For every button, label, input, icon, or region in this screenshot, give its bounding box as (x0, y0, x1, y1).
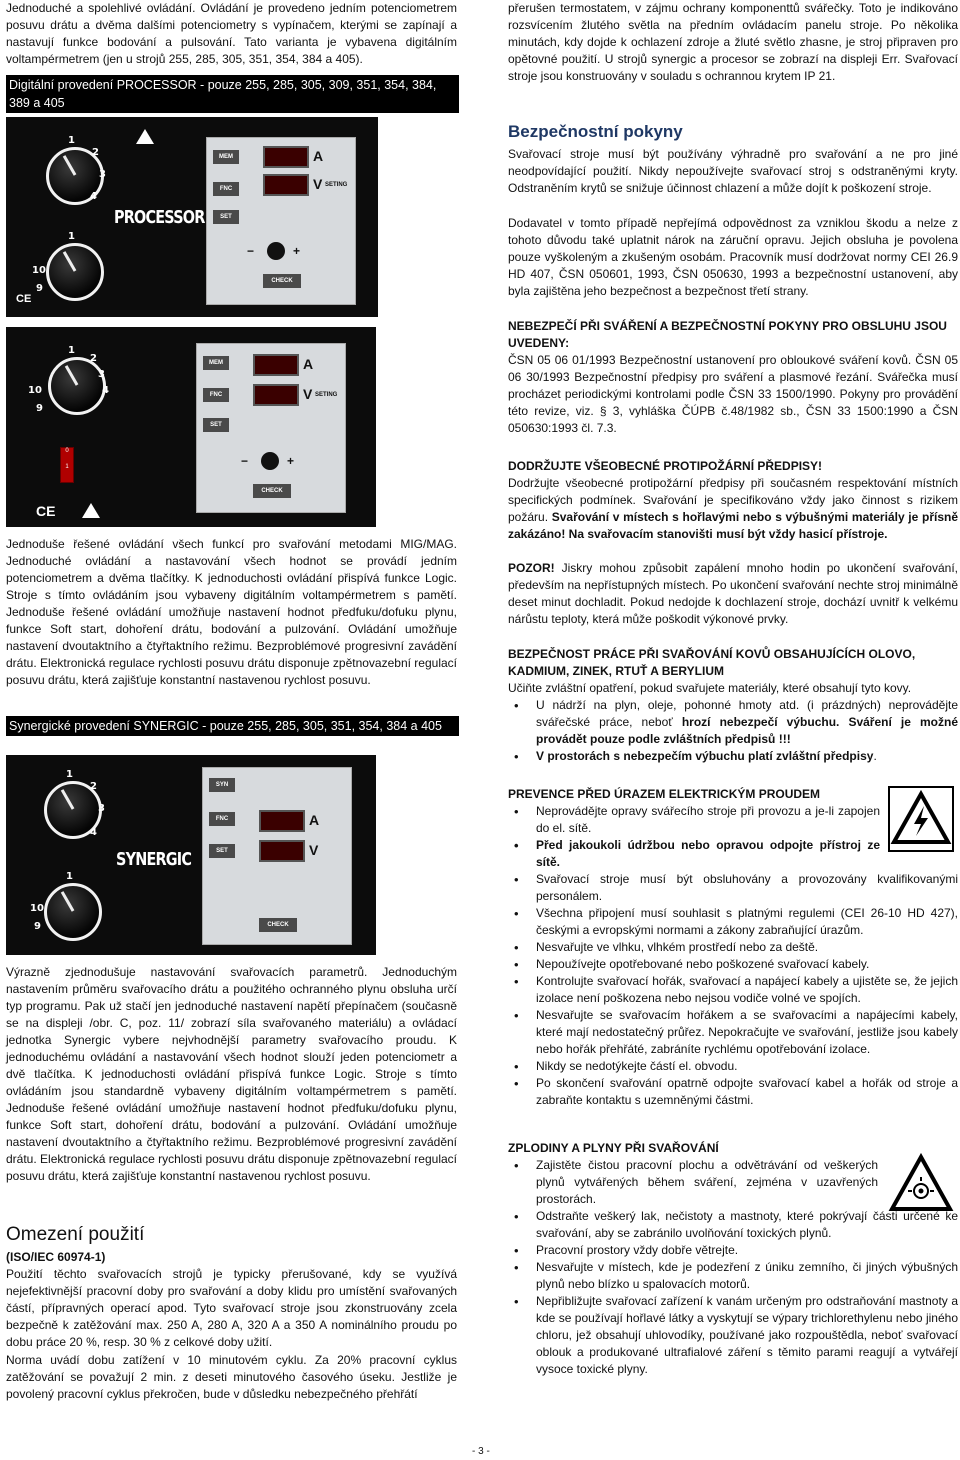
volt-display (259, 840, 305, 862)
volt-display (253, 384, 299, 406)
ce-mark: CE (16, 293, 32, 305)
continued-paragraph: přerušen termostatem, v zájmu ochrany komponenttů svářečky. Toto je indikováno rozsvícením žlutého světla na předním ovládacím panelu stroje. Po několika minutách, kdy dojde k ochlazení zdroje a žluté světlo zhasne, je stroj připraven pro opětovné použití. U strojů synergic a procesor se zobrazí na displeji Err. Svařovací stroje jsou konstruovány v souladu s ochrannou krytem IP 21. (508, 1, 958, 83)
encoder-knob (267, 242, 285, 260)
danger-heading: NEBEZPEČÍ PŘI SVÁŘENÍ A BEZPEČNOSTNÍ POKYNY PRO OBSLUHU JSOU UVEDENY: (508, 319, 947, 350)
knob-label: 9 (34, 921, 41, 932)
list-item: • Kontrolujte svařovací hořák, svařovací a napájecí kabely a ujistěte se, že jejich izolace není poškozena nebo nejsou vodiče volné ve spojích. (508, 973, 958, 1007)
metals-paragraph: Učiňte zvláštní opatření, pokud svařujete materiály, které obsahují tyto kovy. (508, 681, 912, 695)
safety-heading: Bezpečnostní pokyny (508, 122, 683, 141)
list-item: • Všechna připojení musí souhlasit s platnými regulemi (CEI 26-10 HD 427), českými a evropskými normami a zákony zabraňující úrazům. (508, 905, 958, 939)
knob-label: 2 (90, 781, 97, 792)
mem-button: MEM (203, 356, 229, 370)
knob-label: 1 (66, 871, 73, 882)
digital-panel-image (6, 327, 376, 527)
knob-label: 4 (90, 827, 97, 838)
set-button: SET (203, 418, 229, 432)
setting-label: SETING (325, 182, 348, 188)
control-panel (196, 343, 346, 513)
plus-label: + (293, 244, 301, 258)
list-item: • Nesvařujte v místech, kde je podezření z úniku zemního, či jiných výbušných plynů nebo blízko u spalovacích motorů. (508, 1259, 958, 1293)
minus-label: − (241, 454, 249, 468)
setting-label: SETING (315, 392, 338, 398)
list-item: • Pracovní prostory vždy dobře větrejte. (508, 1242, 958, 1259)
knob-label: 1 (66, 769, 73, 780)
encoder-knob (261, 452, 279, 470)
amp-label: A (303, 356, 314, 372)
list-item: • Nepřibližujte svařovací zařízení k vanám určeným pro odstraňování mastnoty a kde se používají hořlavé látky a vyskytují se výpary trichlorethylenu nebo jiného chloru, jež obsahují uhlovodíky, používané jako rozpouštědla, neboť svařovací oblouk a produkované ultrafialové záření s těmito parami reagují a vytvářejí vysoce toxické plyny. (508, 1293, 958, 1378)
list-text: . (873, 749, 877, 763)
knob-lower (44, 883, 102, 941)
knob-label: 9 (36, 283, 43, 294)
knob-label: 1 (68, 135, 75, 146)
fnc-button: FNC (203, 388, 229, 402)
fire-paragraph-1 (508, 475, 958, 543)
fire-bold-text: Svařování v místech s hořlavými nebo s výbušnými materiály je přísně zakázáno! Na svařovacím stanovišti musí být vždy hasicí přístroje. (508, 510, 958, 541)
check-button: CHECK (253, 484, 291, 498)
plus-label: + (287, 454, 295, 468)
check-button: CHECK (259, 918, 297, 932)
fumes-hazard-icon (888, 1153, 954, 1213)
knob-label: 3 (99, 169, 106, 180)
amp-display (259, 810, 305, 832)
list-bold-text: hrozí nebezpečí výbuchu. Sváření je možné provádět pouze podle zvláštních předpisů !!! (536, 715, 958, 746)
processor-brand: PROCESSOR (114, 207, 205, 228)
list-item: • Neprovádějte opravy svářecího stroje při provozu a je-li zapojen do el. sítě. (508, 803, 880, 837)
knob-label: 2 (90, 353, 97, 364)
power-switch (60, 447, 74, 483)
knob-label: 10 (30, 903, 44, 914)
safety-paragraph-2: Dodavatel v tomto případě nepřejímá odpovědnost za vzniklou škodu a nelze z tohoto důvodu také uplatnit nárok na záruční opravu. Jejich obsluha je povolena pouze vyškoleným a zkušeným osobám. Pracovník musí dodržovat normy CEI 26.9 HD 407, ČSN 050601, 1993, ČSN 050630, 1993 a bezpečnostní ustanovení, aby byla zajištěna jeho bezpečnost a bezpečnost třetí strany. (508, 216, 958, 298)
list-item: • Po skončení svařování opatrně odpojte svařovací kabel a hořák od stroje a zabraňte kontaktu s uzemněnými částmi. (508, 1075, 958, 1109)
processor-heading: Digitální provedení PROCESSOR - pouze 255, 285, 305, 309, 351, 354, 384, 389 a 405 (6, 75, 459, 113)
synergic-brand: SYNERGIC (116, 849, 192, 870)
knob-label: 10 (32, 265, 46, 276)
metals-heading: BEZPEČNOST PRÁCE PŘI SVAŘOVÁNÍ KOVŮ OBSAHUJÍCÍCH OLOVO, KADMIUM, ZINEK, RTUŤ A BERYLIUM (508, 647, 916, 678)
knob-label: 3 (98, 369, 105, 380)
knob-label: 1 (68, 231, 75, 242)
electric-heading: PREVENCE PŘED ÚRAZEM ELEKTRICKÝM PROUDEM (508, 787, 821, 801)
list-item: • Zajistěte čistou pracovní plochu a odvětrávání od veškerých plynů vytvářených během sváření, zejména v uzavřených prostorách. (508, 1157, 878, 1208)
knob-label: 4 (102, 385, 109, 396)
pozor-label: POZOR! (508, 561, 555, 575)
synergic-panel-image (6, 755, 376, 955)
switch-off-label: 1 (65, 464, 69, 470)
omezeni-paragraph-2: Norma uvádí dobu zatížení v 10 minutovém cyklu. Za 20% pracovní cyklus zatěžování se považují 2 min. z deseti minutového časového úseku. Jestliže je povolený pracovní cyklus překročen, bude v důsledku nebezpečného přehřátí (6, 1353, 457, 1401)
list-item: • Před jakoukoli údržbou nebo opravou odpojte přístroj ze sítě. (508, 837, 880, 871)
amp-display (253, 354, 299, 376)
omezeni-paragraph-1: Použití těchto svařovacích strojů je typicky přerušované, kdy se využívá nejefektivnější pracovní doby pro svařování a doby klidu pro umístění svařovaných částí, přípravných operací apod. Tyto svařovací stroje jsou zkonstruovány zcela bezpečně k zatěžování max. 250 A, 280 A, 320 A a 350 A nominálního proudu po dobu práce 20 %, resp. 30 % z celkové doby užití. (6, 1267, 457, 1349)
list-text: U nádrží na plyn, oleje, pohonné hmoty atd. (i prázdných) neprovádějte svářečské práce, neboť (536, 698, 958, 729)
warning-icon (136, 129, 154, 144)
list-item: • Nepoužívejte opotřebované nebo poškozené svařovací kabely. (508, 956, 958, 973)
fire-paragraph-2 (508, 560, 958, 628)
danger-paragraph: ČSN 05 06 01/1993 Bezpečnostní ustanovení pro obloukové sváření kovů. ČSN 05 06 30/1993 Bezpečnostní předpisy pro sváření a plasmové řezání. Svářečka musí procházet periodickými kontrolami podle ČSN 33 1500/1990. Pokyny pro provádění této revize, viz. § 3, vyhláška ČÚPB č.48/1982 sb., ČSN 33 1500:1990 a ČSN 050630:1993 čl. 7.3. (508, 353, 958, 435)
list-item: • Nesvařujte ve vlhku, vlhkém prostředí nebo za deště. (508, 939, 958, 956)
control-panel (206, 137, 356, 305)
amp-label: A (309, 812, 320, 828)
mem-button: MEM (213, 150, 239, 164)
list-item (508, 697, 958, 748)
list-item: • Odstraňte veškerý lak, nečistoty a mastnoty, které pokrývají části určené ke svařování, aby se zabránilo uvolňování toxických plynů. (508, 1208, 958, 1242)
knob-lower (46, 243, 104, 301)
knob-main (48, 357, 106, 415)
fnc-button: FNC (213, 182, 239, 196)
safety-paragraph-1: Svařovací stroje musí být používány výhradně pro svařování a ne pro jiné neodpovídající použití. Nikdy nepoužívejte svařovací stroj s odstraněnými kryty. Odstraněním krytů se snižuje účinnost chlazení a může dojít k poškození stroje. (508, 147, 958, 195)
list-item (508, 748, 958, 765)
fire-text-2: Jiskry mohou způsobit zapálení mnoho hodin po ukončení svařování, především na nepřístupných místech. Po ukončení svařování nechte stroj minimálně deset minut dochladit. Pokud nedojde k dochlazení stroje, dochází uvnitř k velkému nárůstu teploty, která může poškodit výkonové prvky. (508, 561, 958, 626)
processor-panel-image (6, 117, 378, 317)
list-bold-text: V prostorách s nebezpečím výbuchu platí zvláštní předpisy (536, 749, 874, 763)
fire-text: Dodržujte všeobecné protipožární předpisy při současném respektování místních specifických podmínek. Svařování je specifikováno vždy jako činnost s rizikem požáru. (508, 476, 958, 524)
page-number: - 3 - (472, 1446, 490, 1457)
synergic-heading: Synergické provedení SYNERGIC - pouze 255, 285, 305, 351, 354, 384 a 405 (6, 716, 459, 736)
volt-label: V (309, 842, 319, 858)
fumes-heading: ZPLODINY A PLYNY PŘI SVAŘOVÁNÍ (508, 1141, 719, 1155)
knob-label: 4 (90, 191, 97, 202)
set-button: SET (209, 844, 235, 858)
electric-hazard-icon (888, 786, 954, 852)
omezeni-heading: Omezení použití (6, 1224, 145, 1245)
list-item: • Nesvařujte se svařovacím hořákem a se svařovacími a napájecími kabely, které mají nedostatečný průřez. Nepokračujte ve svařování, jestliže jsou kabely nebo hořák přehřáté, zabráníte rychlému opotřebování izolace. (508, 1007, 958, 1058)
knob-label: 1 (68, 345, 75, 356)
minus-label: − (247, 244, 255, 258)
processor-paragraph: Jednoduše řešené ovládání všech funkcí pro svařování metodami MIG/MAG. Jednoduché ovládání a nastavování všech hodnot se provádí jedním potenciometrem a dvěma tlačítky. K jednoduchosti ovládání přispívá funkce Logic. Stroje s tímto ovládáním jsou vybaveny digitálním voltampérmetrem s pamětí. Jednoduše řešené ovládání umožňuje nastavení hodnot předfuku/dofuku plynu, funkce Soft start, dohoření drátu, bodování a pulzování. Ovládání umožňuje nastavení dvoutaktního a čtyřtaktního režimu. Bezproblémové progresivní zavádění drátu. Elektronická regulace rychlosti posuvu drátu disponuje zpětnovazební regulací posuvu drátu, která zajišťuje konstantní nastavenou rychlost posuvu. (6, 537, 457, 687)
amp-label: A (313, 148, 324, 164)
list-item: • Svařovací stroje musí být obsluhovány a provozovány kvalifikovanými personálem. (508, 871, 958, 905)
synergic-paragraph: Výrazně zjednodušuje nastavování svařovacích parametrů. Jednoduchým nastavením průměru svařovacího drátu a použitého ochranného plynu obsluha určí typ programu. Pak už stačí jen jednoduché nastavení napětí přepínačem (současně se na displeji /obr. C, poz. 11/ zobrazí síla svařovaného materiálu) a ovládací jednotka Synergic vybere nejvhodnější parametry svařovacího proudu. K jednoduchému ovládání a nastavování všech hodnot slouží jeden potenciometr a dvě tlačítka. K jednoduchosti ovládání přispívá funkce Logic. Stroje s tímto ovládáním jsou standardně vybaveny digitálním voltampérmetrem s pamětí. Jednoduše řešené ovládání umožňuje nastavení hodnot předfuku/dofuku plynu, funkce Soft start, dohoření drátu, bodování a pulzování. Ovládání umožňuje nastavení dvoutaktního a čtyřtaktního režimu. Bezproblémové progresivní zavádění drátu. Elektronická regulace rychlosti posuvu drátu disponuje zpětnovazební regulací posuvu drátu, která zajišťuje konstantní nastavenou rychlost posuvu. (6, 965, 457, 1183)
volt-label: V (303, 386, 313, 402)
intro-paragraph: Jednoduché a spolehlivé ovládání. Ovládání je provedeno jedním potenciometrem posuvu drátu a dvěma dalšími potenciometry s vypínačem, kterými se zapínají a nastavují funkce bodování a pulsování. Tato varianta je vybavena digitálním voltampérmetrem (jen u strojů 255, 285, 305, 351, 354, 384 a 405). (6, 1, 457, 66)
knob-label: 10 (28, 385, 42, 396)
switch-on-label: 0 (65, 448, 69, 454)
volt-label: V (313, 176, 323, 192)
check-button: CHECK (263, 274, 301, 288)
knob-label: 9 (36, 403, 43, 414)
knob-label: 3 (98, 803, 105, 814)
fire-heading: DODRŽUJTE VŠEOBECNÉ PROTIPOŽÁRNÍ PŘEDPISY! (508, 459, 823, 473)
syn-button: SYN (209, 778, 235, 792)
knob-label: 2 (92, 147, 99, 158)
fnc-button: FNC (209, 812, 235, 826)
set-button: SET (213, 210, 239, 224)
ce-mark: CE (36, 503, 56, 519)
iso-heading: (ISO/IEC 60974-1) (6, 1250, 106, 1264)
volt-display (263, 174, 309, 196)
metals-list (508, 697, 958, 765)
amp-display (263, 146, 309, 168)
warning-icon (82, 503, 100, 518)
control-panel (202, 767, 352, 945)
list-item: • Nikdy se nedotýkejte částí el. obvodu. (508, 1058, 958, 1075)
